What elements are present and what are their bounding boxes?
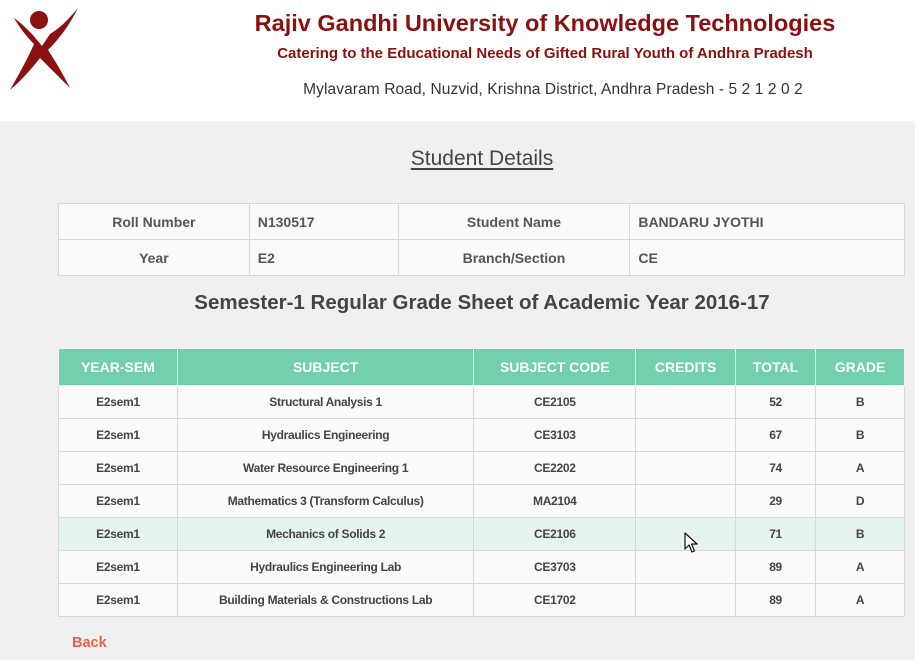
year-sem-cell: E2sem1: [59, 386, 178, 419]
subject-code-cell: CE2202: [474, 452, 636, 485]
grade-cell: B: [816, 386, 905, 419]
university-tagline: Catering to the Educational Needs of Gifted Rural Youth of Andhra Pradesh: [277, 45, 813, 62]
student-details-table: [58, 203, 905, 276]
grade-cell: A: [816, 584, 905, 617]
total-cell: 74: [736, 452, 816, 485]
roll-number-value: N130517: [249, 204, 398, 240]
year-sem-cell: E2sem1: [59, 485, 178, 518]
mouse-cursor-icon: [684, 532, 698, 554]
subject-cell: Hydraulics Engineering Lab: [177, 551, 474, 584]
col-header-grade: GRADE: [816, 349, 905, 386]
details-row: [59, 240, 905, 276]
student-name-label: Student Name: [398, 204, 630, 240]
subject-cell: Mechanics of Solids 2: [177, 518, 474, 551]
figure-x-logo-icon: [8, 6, 84, 94]
year-sem-cell: E2sem1: [59, 518, 178, 551]
total-cell: 71: [736, 518, 816, 551]
subject-code-cell: CE1702: [474, 584, 636, 617]
total-cell: 89: [736, 551, 816, 584]
table-row: [59, 584, 905, 617]
subject-code-cell: CE2105: [474, 386, 636, 419]
grade-cell: B: [816, 518, 905, 551]
grades-header-row: [59, 349, 905, 386]
subject-code-cell: CE2106: [474, 518, 636, 551]
subject-code-cell: CE3703: [474, 551, 636, 584]
col-header-subject: SUBJECT: [177, 349, 474, 386]
university-address: Mylavaram Road, Nuzvid, Krishna District, Andhra Pradesh - 5 2 1 2 0 2: [303, 81, 803, 98]
subject-code-cell: CE3103: [474, 419, 636, 452]
year-value: E2: [249, 240, 398, 276]
subject-code-cell: MA2104: [474, 485, 636, 518]
grade-cell: A: [816, 551, 905, 584]
credits-cell: [636, 485, 736, 518]
site-header: [0, 0, 915, 121]
student-name-value: BANDARU JYOTHI: [630, 204, 905, 240]
grade-cell: B: [816, 419, 905, 452]
table-row: [59, 485, 905, 518]
roll-number-label: Roll Number: [59, 204, 250, 240]
table-row: [59, 452, 905, 485]
total-cell: 29: [736, 485, 816, 518]
year-sem-cell: E2sem1: [59, 419, 178, 452]
university-name: Rajiv Gandhi University of Knowledge Technologies: [254, 10, 836, 36]
branch-section-value: CE: [630, 240, 905, 276]
details-row: [59, 204, 905, 240]
subject-cell: Structural Analysis 1: [177, 386, 474, 419]
credits-cell: [636, 386, 736, 419]
year-sem-cell: E2sem1: [59, 584, 178, 617]
col-header-subject-code: SUBJECT CODE: [474, 349, 636, 386]
total-cell: 67: [736, 419, 816, 452]
table-row: [59, 419, 905, 452]
grade-cell: A: [816, 452, 905, 485]
credits-cell: [636, 551, 736, 584]
col-header-year-sem: YEAR-SEM: [59, 349, 178, 386]
subject-cell: Hydraulics Engineering: [177, 419, 474, 452]
table-row: [59, 518, 905, 551]
table-row: [59, 551, 905, 584]
subject-cell: Mathematics 3 (Transform Calculus): [177, 485, 474, 518]
year-sem-cell: E2sem1: [59, 452, 178, 485]
col-header-total: TOTAL: [736, 349, 816, 386]
grades-table: [58, 348, 905, 617]
credits-cell: [636, 584, 736, 617]
back-link[interactable]: Back: [72, 635, 107, 651]
grade-cell: D: [816, 485, 905, 518]
credits-cell: [636, 452, 736, 485]
grade-sheet-title: Semester-1 Regular Grade Sheet of Academic Year 2016-17: [194, 291, 770, 314]
total-cell: 52: [736, 386, 816, 419]
total-cell: 89: [736, 584, 816, 617]
student-details-title: Student Details: [410, 147, 554, 170]
subject-cell: Water Resource Engineering 1: [177, 452, 474, 485]
subject-cell: Building Materials & Constructions Lab: [177, 584, 474, 617]
col-header-credits: CREDITS: [636, 349, 736, 386]
credits-cell: [636, 419, 736, 452]
table-row: [59, 386, 905, 419]
year-sem-cell: E2sem1: [59, 551, 178, 584]
year-label: Year: [59, 240, 250, 276]
branch-section-label: Branch/Section: [398, 240, 630, 276]
